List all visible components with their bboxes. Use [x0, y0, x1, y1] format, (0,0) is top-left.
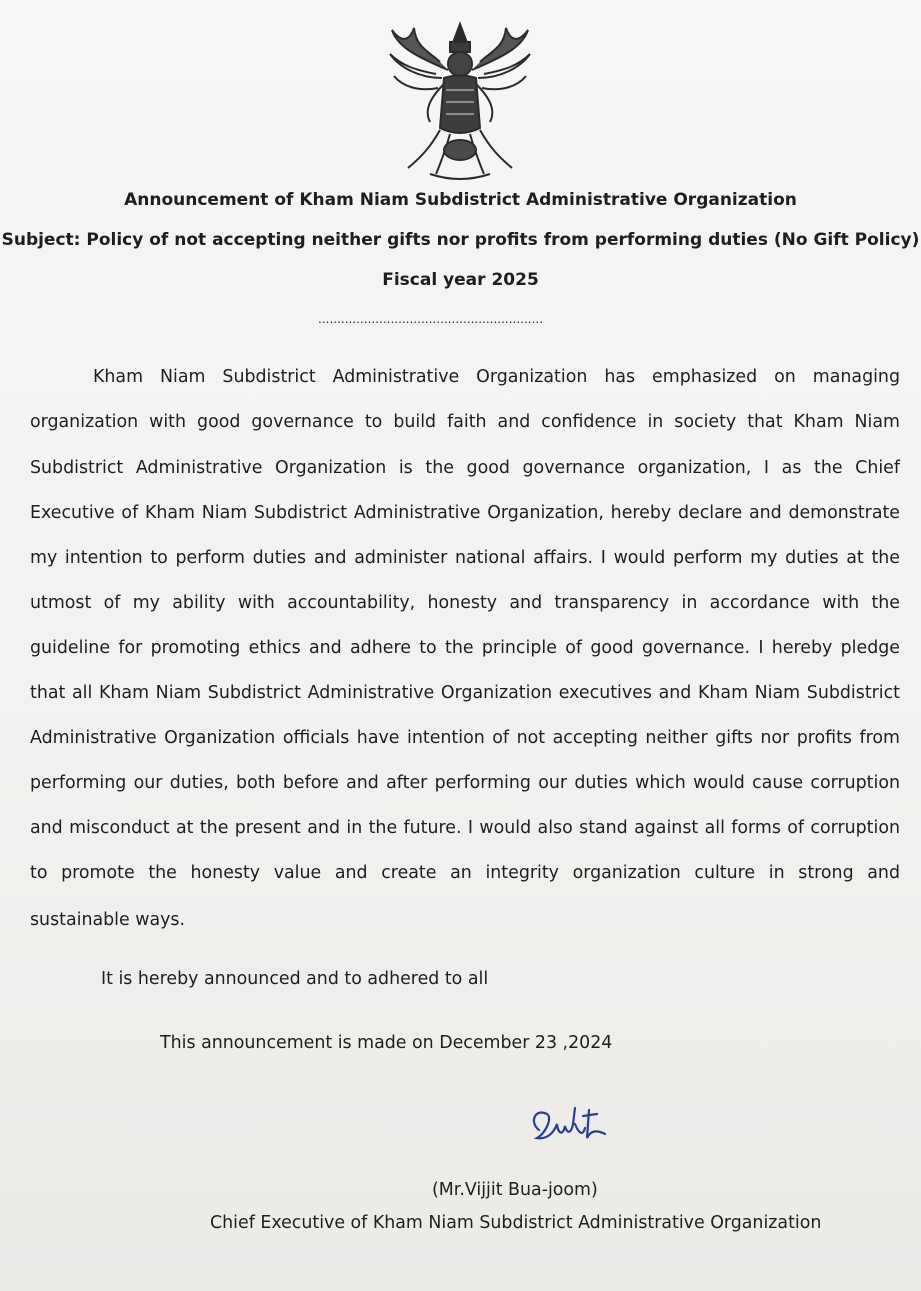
garuda-emblem-icon — [380, 18, 540, 184]
fiscal-year: Fiscal year 2025 — [382, 270, 539, 290]
signer-name: (Mr.Vijjit Bua-joom) — [432, 1180, 598, 1200]
dotted-separator: ........................................................... — [318, 312, 544, 326]
body-line: my intention to perform duties and administer national affairs. I would perform my duties at the — [30, 548, 900, 568]
body-line: utmost of my ability with accountability, honesty and transparency in accordance with the — [30, 593, 900, 613]
body-line: performing our duties, both before and after performing our duties which would cause corruption — [30, 773, 900, 793]
body-line: organization with good governance to build faith and confidence in society that Kham Niam — [30, 412, 900, 432]
body-line: that all Kham Niam Subdistrict Administrative Organization executives and Kham Niam Subdistrict — [30, 683, 900, 703]
signer-title: Chief Executive of Kham Niam Subdistrict Administrative Organization — [210, 1213, 822, 1233]
body-line: Administrative Organization officials have intention of not accepting neither gifts nor profits from — [30, 728, 900, 748]
body-line: Kham Niam Subdistrict Administrative Organization has emphasized on managing — [93, 367, 900, 387]
body-line: and misconduct at the present and in the future. I would also stand against all forms of corruption — [30, 818, 900, 838]
body-line: sustainable ways. — [30, 910, 185, 930]
announcement-statement: It is hereby announced and to adhered to all — [101, 969, 489, 989]
document-title: Announcement of Kham Niam Subdistrict Administrative Organization — [124, 190, 797, 210]
body-line: to promote the honesty value and create an integrity organization culture in strong and — [30, 863, 900, 883]
document-subject: Subject: Policy of not accepting neither gifts nor profits from performing duties (No Gift Policy) — [1, 230, 920, 250]
body-line: guideline for promoting ethics and adhere to the principle of good governance. I hereby pledge — [30, 638, 900, 658]
announcement-date: This announcement is made on December 23 ,2024 — [160, 1033, 613, 1053]
body-line: Executive of Kham Niam Subdistrict Administrative Organization, hereby declare and demonstrate — [30, 503, 900, 523]
handwritten-signature — [525, 1100, 615, 1150]
body-line: Subdistrict Administrative Organization is the good governance organization, I as the Chief — [30, 458, 900, 478]
